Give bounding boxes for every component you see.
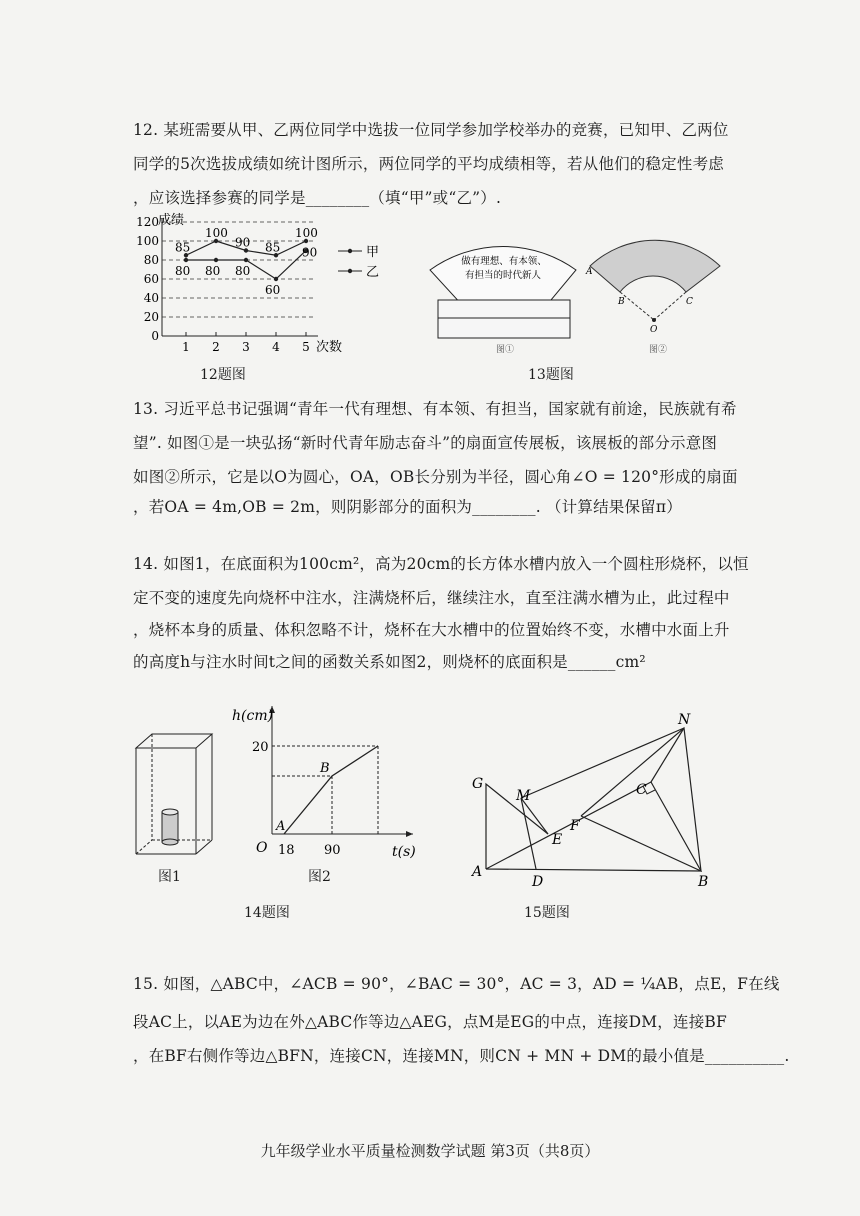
point-N: N: [678, 712, 691, 728]
chart-point: [214, 258, 218, 262]
chart-point: [244, 258, 248, 262]
q12-line-3: ，应该选择参赛的同学是________（填“甲”或“乙”）.: [133, 189, 502, 207]
graph-point-A: A: [276, 819, 286, 834]
q12-line-2: 同学的5次选拔成绩如统计图所示，两位同学的平均成绩相等，若从他们的稳定性考虑: [133, 155, 724, 173]
chart-data-label: 80: [175, 264, 191, 278]
q14-caption: 14题图: [244, 905, 290, 921]
q15-line-1: 15. 如图，△ABC中，∠ACB = 90°，∠BAC = 30°，AC = 3，AD = ¼AB，点E，F在线: [133, 975, 780, 993]
point-B: B: [698, 874, 709, 890]
q14-line-2: 定不变的速度先向烧杯中注水，注满烧杯后，继续注水，直至注满水槽为止，此过程中: [133, 589, 730, 607]
page-footer: 九年级学业水平质量检测数学试题 第3页（共8页）: [260, 1142, 600, 1160]
point-E: E: [552, 832, 563, 848]
chart-y-tick-label: 0: [151, 329, 159, 343]
point-M: M: [516, 788, 531, 804]
chart-data-label: 85: [175, 240, 191, 255]
q13-figure-1: [428, 222, 588, 357]
fan-text-line-1: 做有理想、有本领、: [461, 256, 547, 267]
chart-y-tick-label: 60: [143, 272, 159, 286]
chart-y-tick-label: 80: [143, 253, 159, 267]
graph-origin-label: O: [256, 840, 268, 856]
q15-geometry-figure: [466, 706, 716, 892]
point-F: F: [570, 818, 580, 834]
chart-point: [274, 277, 278, 281]
chart-legend-label: 甲: [366, 245, 380, 260]
q12-line-chart: [120, 208, 400, 360]
graph-y-tick-20: 20: [252, 740, 269, 755]
q14-h-t-graph: [228, 700, 418, 860]
fig-1-label: 图①: [495, 345, 515, 355]
q14-line-3: ，烧杯本身的质量、体积忽略不计，烧杯在大水槽中的位置始终不变，水槽中水面上升: [133, 621, 730, 639]
graph-y-label: h(cm): [232, 708, 274, 724]
q15-line-3: ，在BF右侧作等边△BFN，连接CN，连接MN，则CN + MN + DM的最小值是__________.: [133, 1047, 790, 1065]
q12-line-1: 12. 某班需要从甲、乙两位同学中选拔一位同学参加学校举办的竞赛，已知甲、乙两位: [133, 121, 729, 139]
q13-line-1: 13. 习近平总书记强调“青年一代有理想、有本领、有担当，国家就有前途，民族就有希: [133, 400, 737, 418]
graph-point-B: B: [320, 761, 330, 776]
chart-data-label: 100: [295, 226, 318, 240]
fan-text-line-2: 有担当的时代新人: [464, 270, 542, 281]
q14-line-4: 的高度h与注水时间t之间的函数关系如图2，则烧杯的底面积是______cm²: [133, 653, 646, 671]
graph-x-tick-90: 90: [324, 843, 341, 858]
q13-figure-2: [582, 216, 732, 358]
chart-legend-marker: [348, 249, 352, 253]
chart-ylabel: 成绩: [158, 213, 185, 228]
chart-data-label: 80: [235, 264, 251, 278]
chart-y-tick-label: 100: [136, 234, 159, 248]
q12-caption: 12题图: [200, 367, 246, 383]
q13-caption: 13题图: [528, 367, 574, 383]
chart-xlabel: 次数: [316, 340, 343, 355]
q13-line-4: ，若OA = 4m,OB = 2m，则阴影部分的面积为________. （计算结果保留π）: [133, 498, 682, 516]
chart-y-tick-label: 120: [136, 215, 159, 229]
q13-line-3: 如图②所示，它是以O为圆心，OA，OB长分别为半径，圆心角∠O = 120°形成的扇面: [133, 468, 738, 486]
chart-y-tick-label: 20: [143, 310, 159, 324]
graph-x-tick-18: 18: [278, 843, 295, 858]
chart-x-tick-label: 2: [212, 340, 220, 354]
chart-data-label: 80: [205, 264, 221, 278]
chart-legend-label: 乙: [366, 265, 380, 280]
q14-fig1-label: 图1: [158, 869, 181, 885]
fig-2-label: 图②: [648, 345, 668, 355]
point-A-label: A: [586, 267, 593, 277]
chart-data-label: 85: [265, 240, 281, 255]
chart-x-tick-label: 4: [272, 340, 280, 354]
chart-legend-marker: [348, 269, 352, 273]
chart-x-tick-label: 5: [302, 340, 310, 354]
point-A: A: [472, 864, 483, 880]
q14-line-1: 14. 如图1，在底面积为100cm²，高为20cm的长方体水槽内放入一个圆柱形烧杯，以恒: [133, 555, 749, 573]
chart-x-tick-label: 3: [242, 340, 250, 354]
point-C-label: C: [686, 297, 693, 307]
graph-x-label: t(s): [392, 844, 416, 860]
point-B-label: B: [618, 297, 625, 307]
point-D: D: [532, 874, 544, 890]
chart-data-label: 100: [205, 226, 228, 240]
chart-data-label: 60: [265, 283, 281, 297]
q13-line-2: 望”. 如图①是一块弘扬“新时代青年励志奋斗”的扇面宣传展板，该展板的部分示意图: [133, 434, 718, 452]
chart-x-tick-label: 1: [182, 340, 190, 354]
q15-caption: 15题图: [524, 905, 570, 921]
chart-data-label: 90: [235, 235, 251, 250]
chart-y-tick-label: 40: [143, 291, 159, 305]
q15-line-2: 段AC上，以AE为边在外△ABC作等边△AEG，点M是EG的中点，连接DM，连接BF: [133, 1013, 727, 1031]
q14-tank-figure: [128, 728, 228, 868]
point-G: G: [472, 776, 484, 792]
q14-fig2-label: 图2: [308, 869, 331, 885]
chart-data-label: 90: [302, 245, 318, 260]
point-C: C: [636, 782, 647, 798]
point-O-label: O: [650, 325, 658, 335]
chart-point: [184, 258, 188, 262]
